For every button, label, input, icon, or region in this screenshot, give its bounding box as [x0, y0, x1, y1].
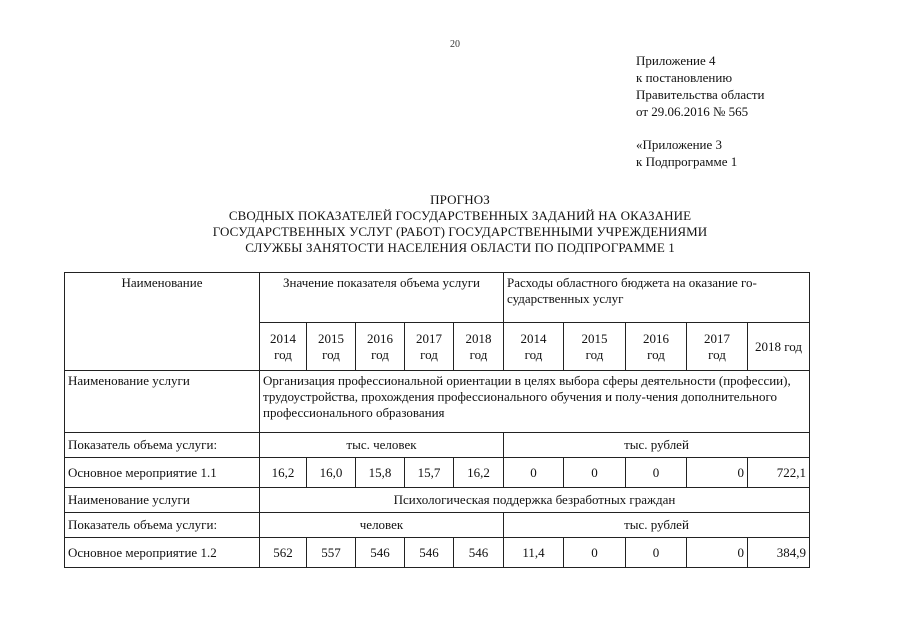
year-header-cell: 2015 год: [307, 323, 356, 371]
page-number: 20: [450, 39, 460, 50]
service-name-cell: Психологическая поддержка безработных граждан: [260, 488, 810, 513]
volume-value-cell: 557: [307, 538, 356, 568]
service-label-cell: Наименование услуги: [65, 371, 260, 433]
document-title: [140, 192, 780, 256]
volume-value-cell: 15,8: [356, 458, 405, 488]
year-header-cell: 2018 год: [454, 323, 504, 371]
header-name-cell: Наименование: [65, 273, 260, 371]
volume-unit-cell: человек: [260, 513, 504, 538]
title-line: ПРОГНОЗ: [430, 192, 490, 207]
forecast-table: [64, 272, 810, 568]
year-header-cell: 2017 год: [687, 323, 748, 371]
volume-value-cell: 16,2: [454, 458, 504, 488]
volume-value-cell: 16,2: [260, 458, 307, 488]
year-header-cell: 2015 год: [564, 323, 626, 371]
expense-value-cell: 722,1: [748, 458, 810, 488]
activity-label-cell: Основное мероприятие 1.1: [65, 458, 260, 488]
expense-value-cell: 0: [687, 538, 748, 568]
appendix-block: [636, 52, 765, 170]
indicator-label-cell: Показатель объема услуги:: [65, 433, 260, 458]
year-header-cell: 2018 год: [748, 323, 810, 371]
activity-label-cell: Основное мероприятие 1.2: [65, 538, 260, 568]
service-name-cell: Организация профессиональной ориентации в целях выбора сферы деятельности (профессии), трудоустройства, прохождения профессионального обучения и полу-чения дополнительного профессионального образования: [260, 371, 810, 433]
title-line: ГОСУДАРСТВЕННЫХ УСЛУГ (РАБОТ) ГОСУДАРСТВЕННЫМИ УЧРЕЖДЕНИЯМИ: [212, 224, 708, 239]
expense-value-cell: 0: [564, 538, 626, 568]
header-volume-cell: Значение показателя объема услуги: [260, 273, 504, 323]
year-header-cell: 2014 год: [504, 323, 564, 371]
year-header-cell: 2014 год: [260, 323, 307, 371]
appendix-line: Приложение 4: [636, 53, 716, 68]
volume-value-cell: 546: [454, 538, 504, 568]
volume-value-cell: 16,0: [307, 458, 356, 488]
header-expenses-cell: Расходы областного бюджета на оказание го-сударственных услуг: [504, 273, 810, 323]
year-header-cell: 2017 год: [405, 323, 454, 371]
volume-value-cell: 562: [260, 538, 307, 568]
expense-value-cell: 0: [687, 458, 748, 488]
volume-value-cell: 546: [405, 538, 454, 568]
expense-value-cell: 0: [564, 458, 626, 488]
expense-unit-cell: тыс. рублей: [504, 433, 810, 458]
title-line: СЛУЖБЫ ЗАНЯТОСТИ НАСЕЛЕНИЯ ОБЛАСТИ ПО ПОДПРОГРАММЕ 1: [245, 240, 675, 255]
appendix-line: Правительства области: [636, 87, 765, 102]
appendix-line: к постановлению: [636, 70, 733, 85]
year-header-cell: 2016 год: [356, 323, 405, 371]
year-header-cell: 2016 год: [626, 323, 687, 371]
expense-value-cell: 11,4: [504, 538, 564, 568]
volume-value-cell: 15,7: [405, 458, 454, 488]
expense-value-cell: 384,9: [748, 538, 810, 568]
appendix-line: «Приложение 3: [636, 137, 723, 152]
appendix-line: к Подпрограмме 1: [636, 154, 738, 169]
title-line: СВОДНЫХ ПОКАЗАТЕЛЕЙ ГОСУДАРСТВЕННЫХ ЗАДАНИЙ НА ОКАЗАНИЕ: [228, 208, 692, 223]
indicator-label-cell: Показатель объема услуги:: [65, 513, 260, 538]
service-label-cell: Наименование услуги: [65, 488, 260, 513]
volume-value-cell: 546: [356, 538, 405, 568]
appendix-line: от 29.06.2016 № 565: [636, 104, 749, 119]
expense-value-cell: 0: [626, 458, 687, 488]
expense-value-cell: 0: [626, 538, 687, 568]
expense-unit-cell: тыс. рублей: [504, 513, 810, 538]
expense-value-cell: 0: [504, 458, 564, 488]
volume-unit-cell: тыс. человек: [260, 433, 504, 458]
